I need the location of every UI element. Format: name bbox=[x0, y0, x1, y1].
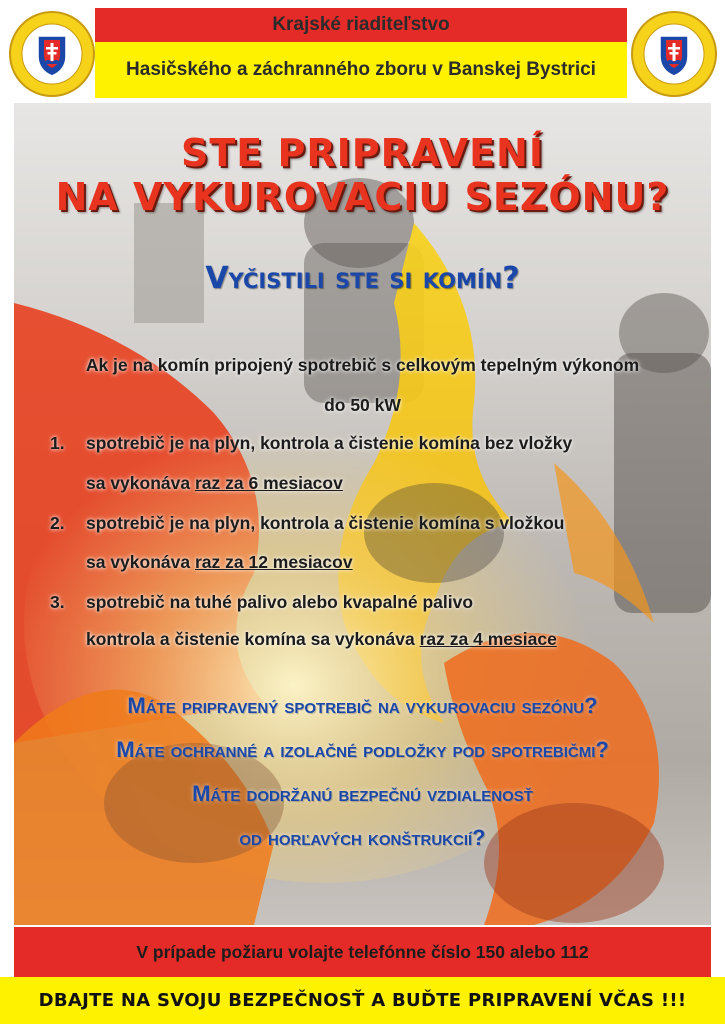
question-line: Máte dodržanú bezpečnú vzdialenosť bbox=[192, 781, 533, 806]
list-item-line2 bbox=[86, 552, 353, 573]
emergency-number-banner: V prípade požiaru volajte telefónne číslo 150 alebo 112 bbox=[14, 927, 711, 977]
question-line: od horľavých konštrukcií? bbox=[239, 825, 486, 850]
list-item-line1: spotrebič je na plyn, kontrola a čistenie komína bez vložky bbox=[86, 433, 573, 453]
list-item-interval: raz za 6 mesiacov bbox=[194, 473, 343, 493]
list-item-prefix: kontrola a čistenie komína sa vykonáva bbox=[86, 629, 420, 649]
intro-line2: do 50 kW bbox=[324, 395, 401, 415]
header-organization-line1: Krajské riaditeľstvo bbox=[272, 14, 450, 35]
list-item-line2 bbox=[86, 629, 557, 650]
list-item-number: 3. bbox=[50, 592, 65, 612]
list-item-number: 2. bbox=[50, 513, 65, 533]
intro-line1: Ak je na komín pripojený spotrebič s celkovým tepelným výkonom bbox=[85, 355, 640, 375]
header-organization-line2: Hasičského a záchranného zboru v Banskej Bystrici bbox=[126, 59, 596, 80]
poster-title-line1: STE PRIPRAVENÍ bbox=[181, 131, 544, 175]
poster-subtitle: Vyčistili ste si komín? bbox=[205, 261, 520, 296]
list-item-prefix: sa vykonáva bbox=[86, 552, 195, 572]
list-item-interval: raz za 12 mesiacov bbox=[194, 552, 353, 572]
list-item-number: 1. bbox=[50, 433, 65, 453]
list-item-prefix: sa vykonáva bbox=[86, 473, 195, 493]
list-item-line2 bbox=[86, 473, 343, 494]
safety-slogan-banner: DBAJTE NA SVOJU BEZPEČNOSŤ A BUĎTE PRIPRAVENÍ VČAS !!! bbox=[0, 977, 725, 1024]
question-line: Máte pripravený spotrebič na vykurovaciu sezónu? bbox=[127, 693, 598, 718]
firefighter-emblem-icon bbox=[8, 10, 96, 98]
firefighter-emblem-icon bbox=[630, 10, 718, 98]
poster-title-line2: NA VYKUROVACIU SEZÓNU? bbox=[55, 175, 670, 219]
list-item-line1: spotrebič je na plyn, kontrola a čistenie komína s vložkou bbox=[86, 513, 565, 533]
question-line: Máte ochranné a izolačné podložky pod spotrebičmi? bbox=[116, 737, 609, 762]
poster-main bbox=[14, 103, 711, 925]
header bbox=[0, 0, 725, 100]
list-item-line1: spotrebič na tuhé palivo alebo kvapalné palivo bbox=[86, 592, 474, 612]
list-item-interval: raz za 4 mesiace bbox=[419, 629, 557, 649]
